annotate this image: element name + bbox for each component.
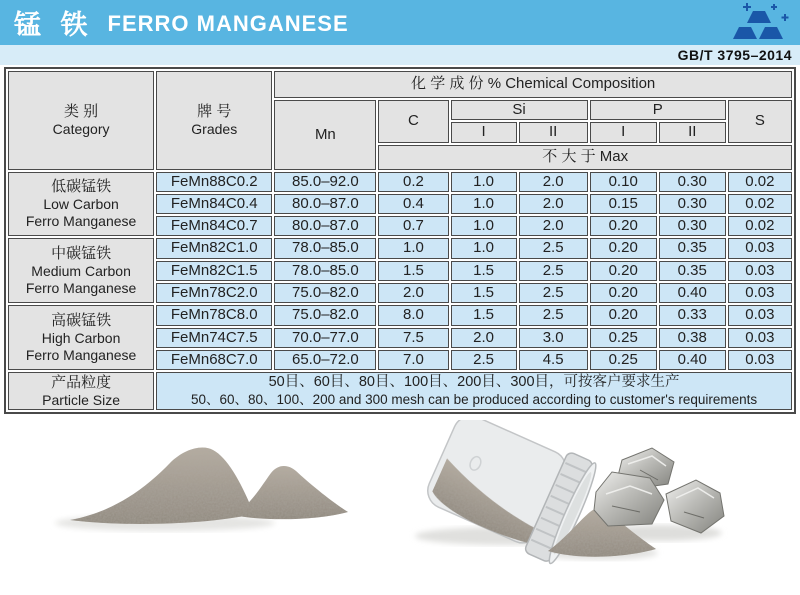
p2-cell: 0.30 [659, 172, 726, 192]
category-zh: 中碳锰铁 [51, 244, 112, 262]
si1-cell: 1.5 [451, 283, 517, 303]
standard-number: GB/T 3795–2014 [677, 47, 792, 63]
header-c: C [378, 100, 448, 143]
category-medium-carbon [8, 238, 154, 303]
p1-cell: 0.20 [590, 305, 657, 325]
category-high-carbon [8, 305, 154, 370]
p2-cell: 0.30 [659, 194, 726, 214]
mn-cell: 85.0–92.0 [274, 172, 376, 192]
si1-cell: 1.0 [451, 216, 517, 236]
header-p: P [590, 100, 726, 120]
category-en2: Ferro Manganese [25, 280, 137, 297]
grade-cell: FeMn84C0.4 [156, 194, 272, 214]
particle-size-row [8, 372, 792, 410]
si1-cell: 1.5 [451, 305, 517, 325]
s-cell: 0.02 [728, 194, 792, 214]
s-cell: 0.03 [728, 350, 792, 370]
category-en1: High Carbon [41, 329, 121, 346]
header-si-1: I [451, 122, 517, 142]
particle-label-en: Particle Size [42, 391, 120, 408]
header-grades [156, 71, 272, 170]
mn-cell: 75.0–82.0 [274, 283, 376, 303]
header-category-zh: 类 别 [64, 102, 99, 120]
p2-cell: 0.40 [659, 283, 726, 303]
header-si-2: II [519, 122, 588, 142]
s-cell: 0.03 [728, 261, 792, 281]
category-en2: Ferro Manganese [25, 213, 137, 230]
si2-cell: 2.5 [519, 305, 588, 325]
manganese-lumps-photo [594, 448, 724, 533]
p1-cell: 0.20 [590, 238, 657, 258]
p1-cell: 0.15 [590, 194, 657, 214]
s-cell: 0.03 [728, 328, 792, 348]
grade-cell: FeMn88C0.2 [156, 172, 272, 192]
si1-cell: 1.0 [451, 194, 517, 214]
p1-cell: 0.25 [590, 350, 657, 370]
p1-cell: 0.20 [590, 283, 657, 303]
mn-cell: 65.0–72.0 [274, 350, 376, 370]
table-row [8, 305, 792, 325]
mn-cell: 70.0–77.0 [274, 328, 376, 348]
si1-cell: 2.0 [451, 328, 517, 348]
header-s: S [728, 100, 792, 143]
c-cell: 8.0 [378, 305, 448, 325]
grade-cell: FeMn74C7.5 [156, 328, 272, 348]
p2-cell: 0.35 [659, 238, 726, 258]
category-en1: Medium Carbon [31, 263, 131, 279]
s-cell: 0.02 [728, 216, 792, 236]
mn-cell: 80.0–87.0 [274, 216, 376, 236]
si1-cell: 1.0 [451, 172, 517, 192]
manganese-powder-piles-photo [70, 448, 348, 524]
si1-cell: 2.5 [451, 350, 517, 370]
p2-cell: 0.30 [659, 216, 726, 236]
table-row [8, 238, 792, 258]
category-en2: Ferro Manganese [25, 346, 137, 363]
s-cell: 0.03 [728, 283, 792, 303]
header-grades-zh: 牌 号 [197, 102, 232, 120]
header-chemical-composition: 化 学 成 份 % Chemical Composition [274, 71, 792, 98]
c-cell: 0.7 [378, 216, 448, 236]
si1-cell: 1.5 [451, 261, 517, 281]
product-photos [0, 420, 800, 595]
c-cell: 0.4 [378, 194, 448, 214]
c-cell: 7.5 [378, 328, 448, 348]
table-header [8, 71, 792, 170]
header-p-1: I [590, 122, 657, 142]
mn-cell: 78.0–85.0 [274, 238, 376, 258]
particle-line-en: 50、60、80、100、200 and 300 mesh can be produced according to customer's requirements [191, 391, 758, 407]
category-zh: 低碳锰铁 [51, 177, 112, 195]
header-category-en: Category [52, 120, 110, 137]
metal-ingots-icon [728, 2, 792, 44]
particle-size-value [156, 372, 792, 410]
mn-cell: 75.0–82.0 [274, 305, 376, 325]
c-cell: 1.0 [378, 238, 448, 258]
p1-cell: 0.20 [590, 261, 657, 281]
si2-cell: 3.0 [519, 328, 588, 348]
s-cell: 0.03 [728, 305, 792, 325]
p1-cell: 0.25 [590, 328, 657, 348]
p2-cell: 0.40 [659, 350, 726, 370]
particle-size-label [8, 372, 154, 410]
c-cell: 7.0 [378, 350, 448, 370]
particle-line-zh: 50目、60目、80目、100目、200目、300目，可按客户要求生产 [268, 374, 680, 391]
particle-label-zh: 产品粒度 [51, 373, 112, 391]
product-title-en: FERRO MANGANESE [107, 11, 349, 36]
p1-cell: 0.20 [590, 216, 657, 236]
grade-cell: FeMn78C8.0 [156, 305, 272, 325]
si1-cell: 1.0 [451, 238, 517, 258]
si2-cell: 2.5 [519, 238, 588, 258]
grade-cell: FeMn82C1.5 [156, 261, 272, 281]
standard-strip [0, 45, 800, 65]
mn-cell: 78.0–85.0 [274, 261, 376, 281]
p2-cell: 0.38 [659, 328, 726, 348]
si2-cell: 4.5 [519, 350, 588, 370]
header-max: 不 大 于 Max [378, 145, 792, 170]
grade-cell: FeMn82C1.0 [156, 238, 272, 258]
product-title-zh: 锰 铁 [14, 10, 94, 40]
si2-cell: 2.0 [519, 172, 588, 192]
header-p-2: II [659, 122, 726, 142]
c-cell: 1.5 [378, 261, 448, 281]
si2-cell: 2.5 [519, 283, 588, 303]
p2-cell: 0.33 [659, 305, 726, 325]
si2-cell: 2.5 [519, 261, 588, 281]
si2-cell: 2.0 [519, 216, 588, 236]
header-mn: Mn [274, 100, 376, 170]
c-cell: 0.2 [378, 172, 448, 192]
grade-cell: FeMn84C0.7 [156, 216, 272, 236]
category-en1: Low Carbon [43, 196, 119, 213]
p2-cell: 0.35 [659, 261, 726, 281]
si2-cell: 2.0 [519, 194, 588, 214]
title-band [0, 0, 800, 45]
s-cell: 0.02 [728, 172, 792, 192]
category-zh: 高碳锰铁 [51, 311, 112, 329]
spec-table [4, 67, 796, 414]
table-body [8, 172, 792, 411]
table-row [8, 172, 792, 192]
mn-cell: 80.0–87.0 [274, 194, 376, 214]
grade-cell: FeMn68C7.0 [156, 350, 272, 370]
header-grades-en: Grades [191, 120, 238, 137]
grade-cell: FeMn78C2.0 [156, 283, 272, 303]
header-category [8, 71, 154, 170]
c-cell: 2.0 [378, 283, 448, 303]
category-low-carbon [8, 172, 154, 237]
s-cell: 0.03 [728, 238, 792, 258]
p1-cell: 0.10 [590, 172, 657, 192]
header-si: Si [451, 100, 588, 120]
